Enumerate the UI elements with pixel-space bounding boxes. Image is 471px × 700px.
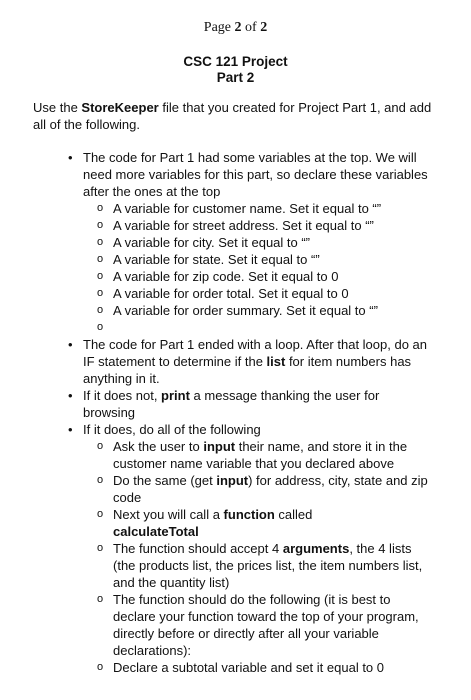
bullet-text-bold: list bbox=[266, 354, 286, 369]
circle-bullet-icon: o bbox=[97, 661, 104, 673]
bullet-icon: • bbox=[68, 337, 73, 352]
bullet-icon: • bbox=[68, 388, 73, 403]
sub-bullet-item bbox=[0, 591, 471, 659]
sub-bullet-text: A variable for order total. Set it equal to 0 bbox=[113, 286, 349, 301]
sub-bullet-pre: Ask the user to bbox=[113, 439, 204, 454]
bullet-item bbox=[0, 387, 471, 421]
sub-bullet-text: A variable for customer name. Set it equal to “” bbox=[113, 201, 382, 216]
sub-bullet-text: A variable for street address. Set it equal to “” bbox=[113, 218, 374, 233]
sub-bullet-item-empty bbox=[0, 319, 471, 336]
circle-bullet-icon: o bbox=[97, 508, 104, 520]
sub-bullet-text: A variable for order summary. Set it equal to “” bbox=[113, 303, 378, 318]
bullet-icon: • bbox=[68, 150, 73, 165]
bullet-text: If it does, do all of the following bbox=[83, 422, 261, 437]
circle-bullet-icon: o bbox=[97, 202, 104, 214]
sub-bullet-text: A variable for state. Set it equal to “” bbox=[113, 252, 320, 267]
sub-bullet-item bbox=[0, 200, 471, 217]
sub-bullet-bold: function bbox=[223, 507, 275, 522]
sub-bullet-item bbox=[0, 540, 471, 591]
bullet-text: The code for Part 1 had some variables at the top. We will need more variables for this part, so declare these variables after the ones at the top bbox=[83, 150, 428, 199]
circle-bullet-icon: o bbox=[97, 440, 104, 452]
sub-bullet-item bbox=[0, 285, 471, 302]
sub-bullet-item bbox=[0, 217, 471, 234]
sub-bullet-bold: input bbox=[203, 439, 236, 454]
circle-bullet-icon: o bbox=[97, 253, 104, 265]
title-line-2: Part 2 bbox=[216, 70, 255, 85]
sub-bullet-post: ) for address, city, state and zip code bbox=[113, 473, 428, 505]
bullet-item bbox=[0, 149, 471, 200]
sub-bullet-pre: Do the same (get bbox=[113, 473, 217, 488]
sub-bullet-bold: arguments bbox=[282, 541, 350, 556]
sub-bullet-post: , the 4 lists (the products list, the prices list, the item numbers list, and the quantity list) bbox=[113, 541, 423, 590]
circle-bullet-icon: o bbox=[97, 236, 104, 248]
bullet-item bbox=[0, 336, 471, 387]
sub-bullet-text: The function should do the following (it is best to declare your function toward the top of your program, directly before or directly after all your variable declarations): bbox=[113, 592, 419, 658]
page-header bbox=[0, 20, 471, 36]
bullet-text-pre: The code for Part 1 ended with a loop. After that loop, do an IF statement to determine if the bbox=[83, 337, 428, 369]
intro-post: file that you created for Project Part 1, and add all of the following. bbox=[33, 100, 432, 132]
circle-bullet-icon: o bbox=[97, 542, 104, 554]
circle-bullet-icon: o bbox=[97, 474, 104, 486]
intro-paragraph bbox=[33, 99, 433, 133]
sub-bullet-item bbox=[0, 302, 471, 319]
bullet-text-post: a message thanking the user for browsing bbox=[83, 388, 380, 420]
sub-bullet-pre: Next you will call a bbox=[113, 507, 224, 522]
circle-bullet-icon: o bbox=[97, 270, 104, 282]
page-prefix: Page bbox=[203, 20, 235, 35]
sub-bullet-item bbox=[0, 506, 471, 540]
sub-bullet-text: A variable for city. Set it equal to “” bbox=[113, 235, 311, 250]
sub-bullet-item bbox=[0, 659, 471, 676]
sub-bullet-post: called bbox=[274, 507, 313, 522]
circle-bullet-icon: o bbox=[97, 304, 104, 316]
sub-bullet-item bbox=[0, 251, 471, 268]
sub-bullet-item bbox=[0, 472, 471, 506]
intro-pre: Use the bbox=[33, 100, 82, 115]
sub-bullet-text: Declare a subtotal variable and set it equal to 0 bbox=[113, 660, 385, 675]
function-name: calculateTotal bbox=[113, 524, 199, 539]
instructions-list bbox=[0, 149, 471, 676]
sub-bullet-text: A variable for zip code. Set it equal to 0 bbox=[113, 269, 339, 284]
page-number: 2 bbox=[234, 20, 242, 35]
circle-bullet-icon: o bbox=[97, 321, 104, 333]
bullet-text-bold: print bbox=[161, 388, 190, 403]
bullet-text-pre: If it does not, bbox=[83, 388, 162, 403]
title-line-1: CSC 121 Project bbox=[183, 54, 288, 69]
intro-bold: StoreKeeper bbox=[81, 100, 159, 115]
sub-bullet-bold: input bbox=[216, 473, 249, 488]
sub-bullet-post: their name, and store it in the customer name variable that you declared above bbox=[113, 439, 408, 471]
document-title bbox=[0, 54, 471, 86]
sub-bullet-item bbox=[0, 234, 471, 251]
page-total: 2 bbox=[260, 20, 268, 35]
circle-bullet-icon: o bbox=[97, 219, 104, 231]
circle-bullet-icon: o bbox=[97, 287, 104, 299]
sub-bullet-pre: The function should accept 4 bbox=[113, 541, 283, 556]
sub-bullet-item bbox=[0, 438, 471, 472]
bullet-icon: • bbox=[68, 422, 73, 437]
bullet-text-post: for item numbers has anything in it. bbox=[83, 354, 412, 386]
page-of: of bbox=[241, 20, 261, 35]
circle-bullet-icon: o bbox=[97, 593, 104, 605]
sub-bullet-item bbox=[0, 268, 471, 285]
bullet-item bbox=[0, 421, 471, 438]
